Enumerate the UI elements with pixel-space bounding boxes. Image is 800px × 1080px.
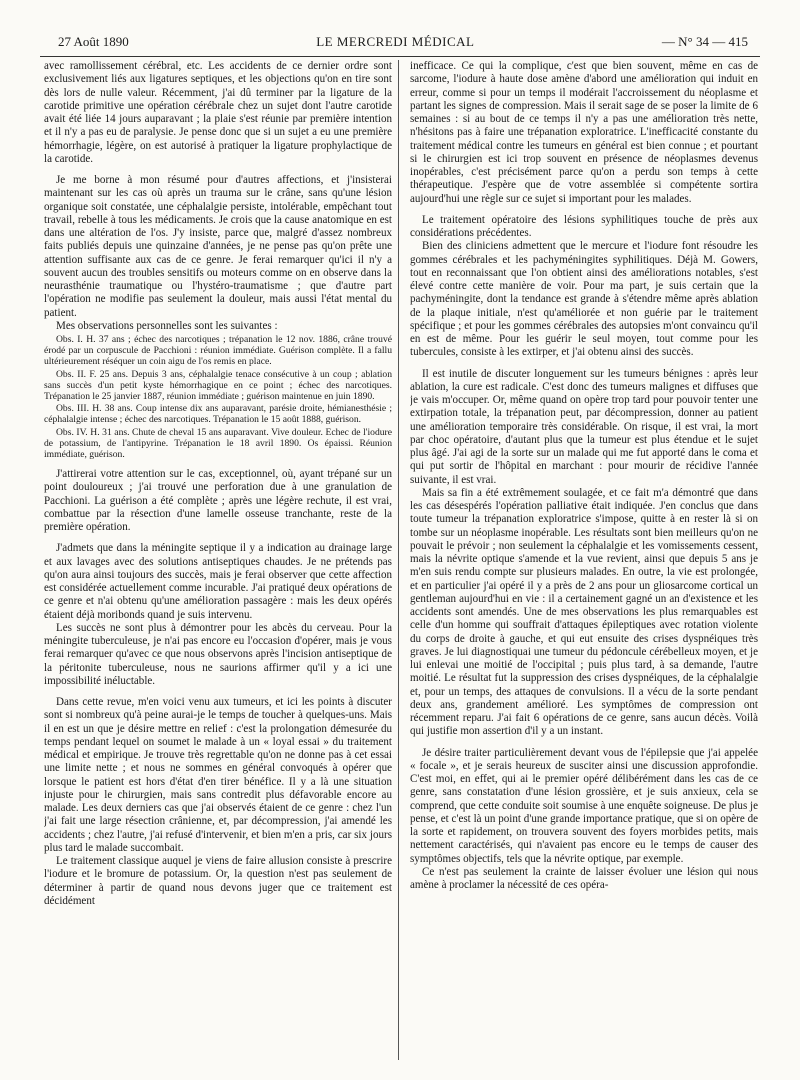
observation: Obs. IV. H. 31 ans. Chute de cheval 15 ans auparavant. Vive douleur. Echec de l'iodure de potassium, de l'antipyrine. Trépanation le 18 avril 1890. Os épaissi. Réunion immédiate, guérison. <box>44 426 392 461</box>
paragraph: J'attirerai votre attention sur le cas, exceptionnel, où, ayant trépané sur un point douloureux ; j'ai trouvé une perforation due à une granulation de Pacchioni. La guérison a été complète ; après une légère rechute, il est vrai, combattue par la résection d'une lamelle osseuse tranchante, reste de la première opération. <box>44 468 392 534</box>
observation: Obs. II. F. 25 ans. Depuis 3 ans, céphalalgie tenace consécutive à un coup ; ablation sans succès d'un petit kyste hémorrhagique en ce point ; échec des narcotiques. Trépanation le 25 janvier 1887, réunion immédiate ; guérison maintenue en juin 1890. <box>44 368 392 403</box>
right-column <box>410 60 758 1070</box>
paragraph: Mais sa fin a été extrêmement soulagée, et ce fait m'a démontré que dans les cas désespérés l'opération palliative était indiquée. J'en conclus que dans toute tumeur la trépanation exploratrice s'impose, quitte à en rester là si on tombe sur un néoplasme inopérable. Les résultats sont bien meilleurs qu'on ne pouvait le prévoir ; non seulement la céphalalgie et les vomissements cessent, mais la névrite optique s'amende et la vue revient, ainsi que depuis 5 ans je m'en suis rendu compte sur plusieurs malades. En outre, la vie est prolongée, et en particulier j'ai opéré il y a près de 2 ans pour un gliosarcome cortical un gentleman aujourd'hui en vie : il a certainement gagné un an d'existence et les accidents sont amendés. Une de mes observations les plus remarquables est celle d'un homme qui souffrait d'attaques épileptiques avec rotation violente du corps de droite à gauche, et qui eut ensuite des crises dyspnéiques très graves. Je lui diagnostiquai une tumeur du pédoncule cérébelleux moyen, et je lui enlevai une moitié de l'occipital ; puis plus tard, à sa demande, l'autre moitié. Le résultat fut la suppression des crises dyspnéiques, de la céphalalgie et, pour un temps, des attaques de convulsions. Il a vécu de la sorte pendant deux ans, grandement amélioré. Les symptômes de compression ont récemment reparu. J'ai fait 6 opérations de ce genre, sans aucun décès. Voilà qui justifie mon assertion d'il y a un instant. <box>410 486 758 738</box>
paragraph: Dans cette revue, m'en voici venu aux tumeurs, et ici les points à discuter sont si nombreux qu'à peine aurai-je le temps de toucher à quelques-uns. Mais il en est un que je désire mettre en relief : c'est la prolongation démesurée du temps pendant lequel on soumet le malade à un « loyal essai » du traitement médical et empirique. Je trouve très regrettable qu'on ne donne pas à cet essai une limite nette ; et nous ne sommes en général convoqués à opérer que lorsque le patient est hors d'état d'en tirer bénéfice. Il y a là une situation injuste pour le chirurgien, mais sans contredit plus défavorable encore au malade. Les deux derniers cas que j'ai observés étaient de ce genre : chez l'un j'ai fait une large résection crânienne, et, par décompression, j'ai amendé les accidents ; chez l'autre, j'ai refusé d'intervenir, et bien m'en a pris, car six jours plus tard le malade succombait. <box>44 696 392 854</box>
paragraph: Mes observations personnelles sont les suivantes : <box>56 319 278 332</box>
paragraph: Le traitement classique auquel je viens de faire allusion consiste à prescrire l'iodure et le bromure de potassium. Or, la question n'est pas seulement de déterminer à partir de quand nous devons juger que ce traitement est décidément <box>44 855 392 907</box>
header-rule <box>40 56 760 57</box>
observation: Obs. I. H. 37 ans ; échec des narcotiques ; trépanation le 12 nov. 1886, crâne trouvé érodé par un corpuscule de Pacchioni : réunion immédiate. Guérison complète. Il a fallu ultérieurement réséquer un coin aigu de l'os remis en place. <box>44 334 392 368</box>
paragraph: J'admets que dans la méningite septique il y a indication au drainage large et aux lavages avec des solutions antiseptiques chaudes. Je ne prétends pas qu'on aura ainsi toujours des succès, mais je ferai observer que cette affection est considérée actuellement comme incurable. J'ai pratiqué deux opérations de ce genre et n'ai obtenu qu'une amélioration passagère : mais les deux opérés étaient déjà moribonds quand je suis intervenu. <box>44 542 392 621</box>
paragraph: Ce n'est pas seulement la crainte de laisser évoluer une lésion qui nous amène à proclamer la nécessité de ces opéra- <box>410 865 758 891</box>
paragraph: Le traitement opératoire des lésions syphilitiques touche de près aux considérations précédentes. <box>410 213 758 239</box>
observation: Obs. III. H. 38 ans. Coup intense dix ans auparavant, parésie droite, hémianesthésie ; céphalalgie intense ; échec des narcotiques. Trépanation le 15 août 1888, guérison. <box>44 403 392 426</box>
page-header <box>58 34 748 50</box>
issue-date: 27 Août 1890 <box>58 34 129 49</box>
paragraph: Je désire traiter particulièrement devant vous de l'épilepsie que j'ai appelée « focale », et je serais heureux de susciter ainsi une discussion approfondie. C'est moi, en effet, qui ai le premier opéré délibérément dans les cas de ce genre, sans constatation d'une lésion grossière, et je suis anxieux, cela se comprend, que cette conduite soit soumise à une enquête soigneuse. De plus je pense, et c'est là un point d'une grande importance pratique, que si on opère de la sorte et rapidement, on trouvera souvent des foyers morbides petits, mais nettement caractérisés, qui n'avaient pas encore eu le temps de causer des symptômes objectifs, tels que la névrite optique, par exemple. <box>410 746 758 865</box>
paragraph: Je me borne à mon résumé pour d'autres affections, et j'insisterai maintenant sur les cas où après un trauma sur le crâne, sans qu'une lésion organique soit constatée, une céphalalgie persiste, intolérable, empêchant tout travail, rebelle à tous les médicaments. Je crois que la cause anatomique en est dans une altération de l'os. J'y insiste, parce que, malgré d'assez nombreux faits publiés depuis une quinzaine d'années, je ne pense pas qu'on prête une attention suffisante aux cas de ce genre. Je ferai remarquer qu'ici il n'y a souvent aucun des troubles sensitifs ou moteurs comme on en observe dans la neurasthénie traumatique ou l'hystéro-traumatisme ; que d'autre part l'opération ne modifie pas seulement la douleur, mais aussi l'état mental du patient. <box>44 174 392 319</box>
page-number: — N° 34 — 415 <box>661 34 748 49</box>
paragraph: Il est inutile de discuter longuement sur les tumeurs bénignes : après leur ablation, la cure est radicale. C'est donc des tumeurs malignes et diffuses que je vais m'occuper. Or, même quand on opère trop tard pour pouvoir tenter une extirpation totale, la trépanation peut, par décompression, donner au patient une amélioration temporaire très considérable. On risque, il est vrai, la mort par choc opératoire, d'autant plus que la tumeur est plus étendue et le sujet plus âgé. J'ai agi de la sorte sur un malade qui me fut apporté dans le coma et qui put sortir de l'hôpital en marchant : pour mourir de récidive l'année suivante, il est vrai. <box>410 367 758 486</box>
paragraph: Les succès ne sont plus à démontrer pour les abcès du cerveau. Pour la méningite tuberculeuse, je n'ai pas encore eu l'occasion d'opérer, mais je vous ferai remarquer qu'avec ce que nous observons après l'incision antiseptique de la péritonite tuberculeuse, nous ne saurions affirmer qu'il y a ici une impossibilité inéluctable. <box>44 621 392 687</box>
column-separator <box>398 60 399 1060</box>
paragraph: inefficace. Ce qui la complique, c'est que bien souvent, même en cas de sarcome, l'iodure à haute dose amène d'abord une amélioration qui induit en erreur, comme si pour un temps il modérait l'accroissement du néoplasme et partant les signes de compression. Mais il serait sage de se poser la limite de 6 semaines : si au bout de ce temps il n'y a pas une amélioration très nette, n'hésitons pas à faire une trépanation exploratrice. L'inefficacité constante du traitement médical contre les tumeurs en général est bien connue ; et pourtant si le chirurgien est ici trop souvent en présence de néoplasmes devenus inopérables, c'est précisément parce qu'on a perdu son temps à cette thérapeutique. J'espère que de votre assemblée si compétente sortira aujourd'hui une règle sur ce sujet si important pour les malades. <box>410 60 758 205</box>
left-column <box>44 60 392 1070</box>
paragraph: Bien des cliniciens admettent que le mercure et l'iodure font résoudre les gommes cérébrales et les pachyméningites syphilitiques. Déjà M. Gowers, tout en reconnaissant que l'on obtient ainsi des améliorations notables, s'est élevé contre cette manière de voir. Pour ma part, je suis certain que la pachyméningite, dont la tendance est grande à s'étendre même après ablation de la plaque initiale, n'est qu'améliorée et non guérie par le traitement spécifique ; et pour les gommes cérébrales des autopsies m'ont convaincu qu'il en est de même. Pour les guérir le seul moyen, tout comme pour les tubercules, consiste à les extirper, et j'ai obtenu ainsi des succès. <box>410 240 758 359</box>
observations-list <box>44 334 392 460</box>
journal-title: LE MERCREDI MÉDICAL <box>316 34 475 49</box>
paragraph: avec ramollissement cérébral, etc. Les accidents de ce dernier ordre sont exclusivement liés aux ligatures septiques, et les objections qu'on en tire sont dès lors de nulle valeur. Récemment, j'ai dû terminer par la ligature de la carotide primitive une opération cérébrale chez un sujet dont l'autre carotide avait été liée 14 jours auparavant ; la plaie s'est réunie par première intention et il n'y a pas eu de paralysie. Je pense donc que si un sujet a eu une première hémorrhagie, légère, on est autorisé à pratiquer la ligature prophylactique de la carotide. <box>44 60 392 165</box>
